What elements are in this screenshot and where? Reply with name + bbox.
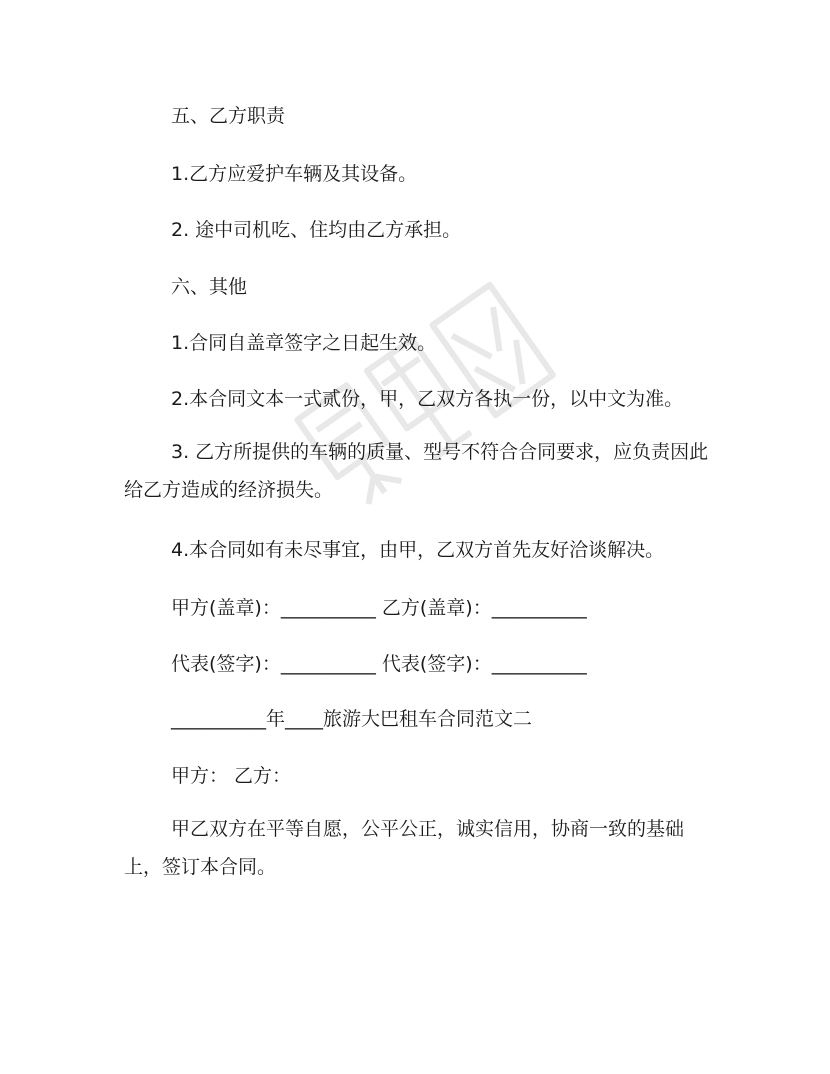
section-heading-5: 五、乙方职责 [171, 105, 286, 127]
clause-6-3: 3. 乙方所提供的车辆的质量、型号不符合合同要求，应负责因此给乙方造成的经济损失。 [124, 441, 709, 501]
signature-seal-line: 甲方(盖章)：__________ 乙方(盖章)：__________ [171, 597, 587, 619]
clause-6-2: 2.本合同文本一式贰份，甲，乙双方各执一份，以中文为准。 [171, 388, 684, 410]
date-title-line: __________年____旅游大巴租车合同范文二 [171, 708, 533, 730]
clause-6-4: 4.本合同如有未尽事宜，由甲，乙双方首先友好洽谈解决。 [171, 539, 665, 561]
section-heading-6: 六、其他 [171, 276, 248, 298]
clause-6-1: 1.合同自盖章签字之日起生效。 [171, 332, 437, 354]
clause-5-2: 2. 途中司机吃、住均由乙方承担。 [171, 219, 462, 241]
preamble-paragraph: 甲乙双方在平等自愿，公平公正，诚实信用，协商一致的基础上，签订本合同。 [124, 818, 685, 878]
clause-5-1: 1.乙方应爱护车辆及其设备。 [171, 163, 418, 185]
signature-representative-line: 代表(签字)：__________ 代表(签字)：__________ [171, 653, 587, 675]
parties-line: 甲方： 乙方： [171, 765, 292, 787]
